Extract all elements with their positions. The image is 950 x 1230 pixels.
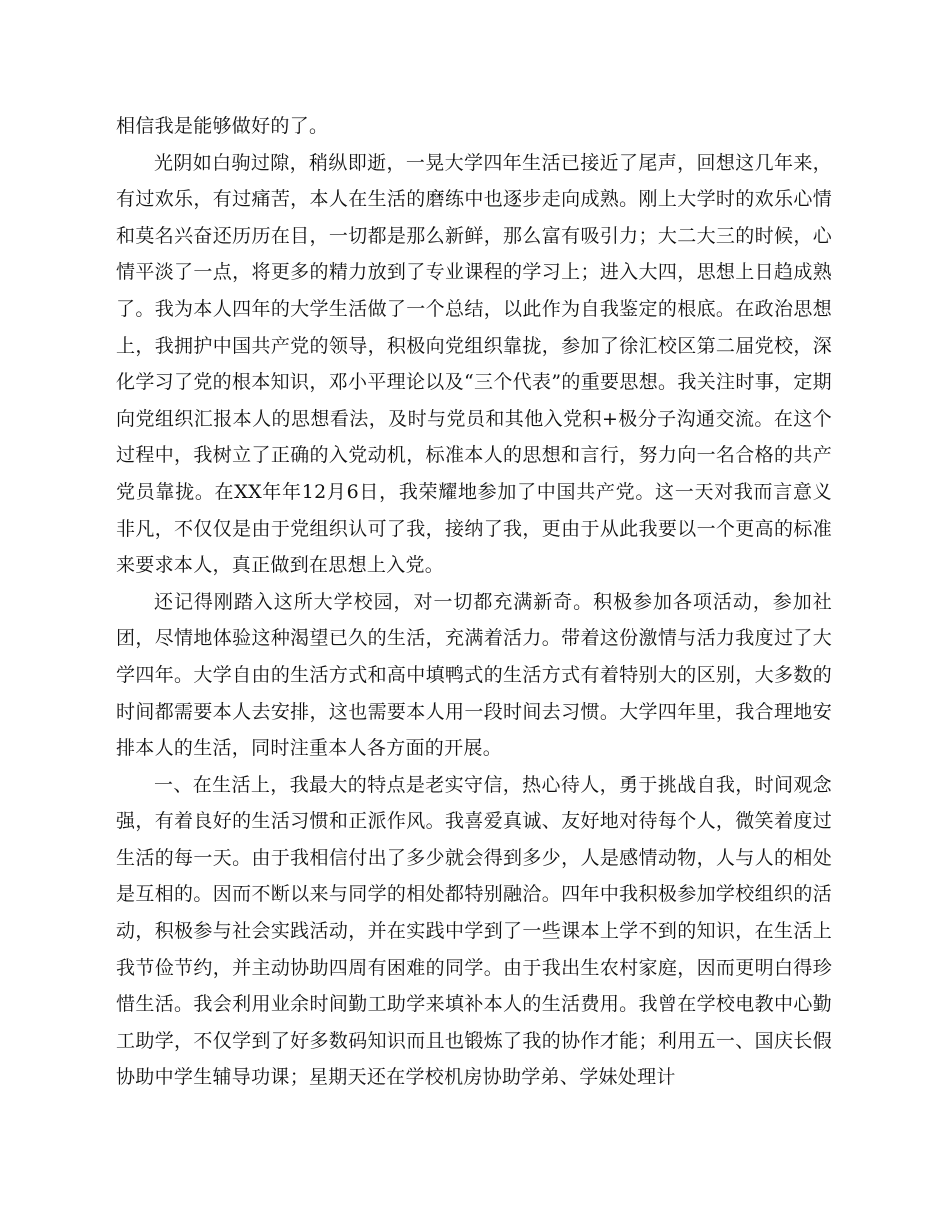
document-body — [116, 108, 832, 1096]
paragraph-life: 一、在生活上，我最大的特点是老实守信，热心待人，勇于挑战自我，时间观念强，有着良好的生活习惯和正派作风。我喜爱真诚、友好地对待每个人，微笑着度过生活的每一天。由于我相信付出了多少就会得到多少，人是感情动物，人与人的相处是互相的。因而不断以来与同学的相处都特别融洽。四年中我积极参加学校组织的活动，积极参与社会实践活动，并在实践中学到了一些课本上学不到的知识，在生活上我节俭节约，并主动协助四周有困难的同学。由于我出生农村家庭，因而更明白得珍惜生活。我会利用业余时间勤工助学来填补本人的生活费用。我曾在学校电教中心勤工助学，不仅学到了好多数码知识而且也锻炼了我的协作才能；利用五一、国庆长假协助中学生辅导功课；星期天还在学校机房协助学弟、学妹处理计 — [116, 773, 832, 1089]
paragraph-intro: 光阴如白驹过隙，稍纵即逝，一晃大学四年生活已接近了尾声，回想这几年来，有过欢乐，有过痛苦，本人在生活的磨练中也逐步走向成熟。刚上大学时的欢乐心情和莫名兴奋还历历在目，一切都是那么新鲜，那么富有吸引力；大二大三的时候，心情平淡了一点，将更多的精力放到了专业课程的学习上；进入大四，思想上日趋成熟了。我为本人四年的大学生活做了一个总结，以此作为自我鉴定的根底。在政治思想上，我拥护中国共产党的领导，积极向党组织靠拢，参加了徐汇校区第二届党校，深化学习了党的根本知识，邓小平理论以及“三个代表”的重要思想。我关注时事，定期向党组织汇报本人的思想看法，及时与党员和其他入党积+极分子沟通交流。在这个过程中，我树立了正确的入党动机，标准本人的思想和言行，努力向一名合格的共产党员靠拢。在XX年年12月6日，我荣耀地参加了中国共产党。这一天对我而言意义非凡，不仅仅是由于党组织认可了我，接纳了我，更由于从此我要以一个更高的标准来要求本人，真正做到在思想上入党。 — [116, 151, 832, 577]
paragraph-campus: 还记得刚踏入这所大学校园，对一切都充满新奇。积极参加各项活动，参加社团，尽情地体验这种渴望已久的生活，充满着活力。带着这份激情与活力我度过了大学四年。大学自由的生活方式和高中填鸭式的生活方式有着特别大的区别，大多数的时间都需要本人去安排，这也需要本人用一段时间去习惯。大学四年里，我合理地安排本人的生活，同时注重本人各方面的开展。 — [116, 590, 832, 760]
paragraph-continuation: 相信我是能够做好的了。 — [116, 115, 329, 137]
